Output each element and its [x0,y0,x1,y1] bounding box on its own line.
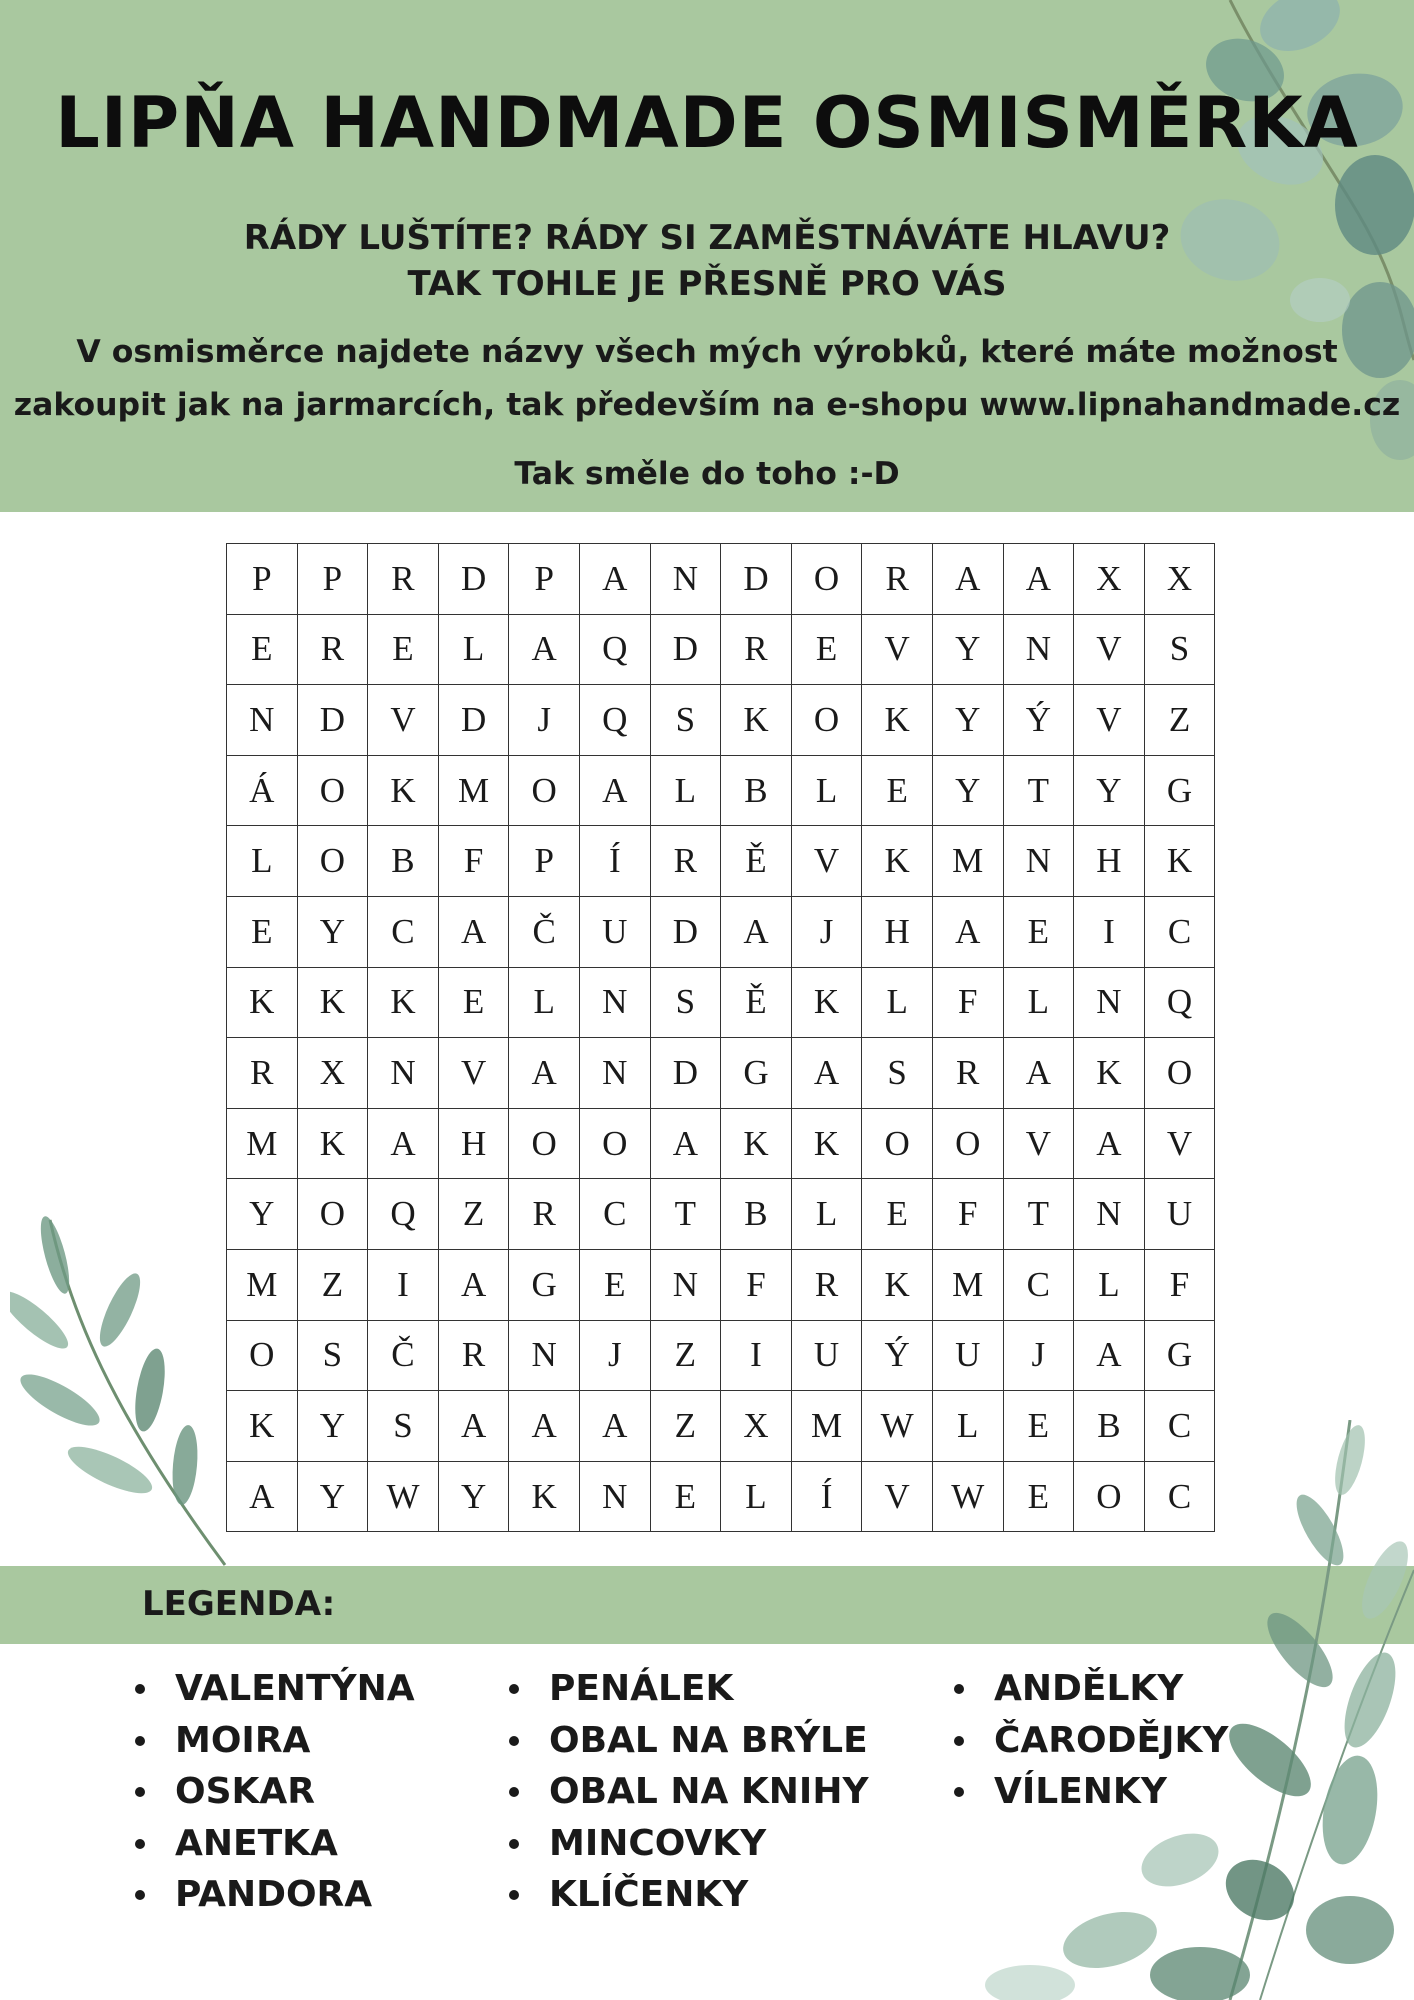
grid-row [227,755,1215,826]
grid-cell[interactable]: O [297,1179,368,1250]
grid-cell[interactable]: L [509,967,580,1038]
grid-cell[interactable]: A [932,544,1003,615]
grid-cell[interactable]: F [932,967,1003,1038]
grid-cell[interactable]: R [438,1320,509,1391]
grid-cell[interactable]: G [721,1038,792,1109]
legend-item: OBAL NA BRÝLE [509,1715,869,1767]
grid-cell[interactable]: R [721,614,792,685]
grid-cell[interactable]: E [368,614,439,685]
grid-cell[interactable]: A [1074,1320,1145,1391]
grid-cell[interactable]: E [1003,896,1074,967]
legend-item: VÍLENKY [954,1766,1228,1818]
page-title: LIPŇA HANDMADE OSMISMĚRKA [55,82,1359,164]
grid-cell[interactable]: A [438,896,509,967]
grid-row [227,1038,1215,1109]
grid-cell[interactable]: E [862,1179,933,1250]
grid-cell[interactable]: A [579,544,650,615]
bullet-icon [135,1890,145,1900]
grid-cell[interactable]: V [368,685,439,756]
call-to-action: Tak směle do toho :-D [514,456,900,492]
grid-cell[interactable]: W [368,1461,439,1532]
grid-cell[interactable]: A [227,1461,298,1532]
grid-cell[interactable]: L [932,1391,1003,1462]
grid-cell[interactable]: L [862,967,933,1038]
grid-cell[interactable]: D [438,544,509,615]
grid-cell[interactable]: F [932,1179,1003,1250]
grid-row [227,896,1215,967]
grid-cell[interactable]: N [1074,967,1145,1038]
bullet-icon [135,1839,145,1849]
grid-cell[interactable]: Q [368,1179,439,1250]
grid-cell[interactable]: Z [438,1179,509,1250]
grid-cell[interactable]: K [368,755,439,826]
grid-cell[interactable]: X [297,1038,368,1109]
grid-row [227,1108,1215,1179]
grid-cell[interactable]: A [579,1391,650,1462]
grid-cell[interactable]: M [791,1391,862,1462]
legend-item: PENÁLEK [509,1663,869,1715]
grid-cell[interactable]: R [509,1179,580,1250]
grid-cell[interactable]: Ý [862,1320,933,1391]
legend-item: ANETKA [135,1818,415,1870]
grid-row [227,1320,1215,1391]
grid-cell[interactable]: A [791,1038,862,1109]
grid-cell[interactable]: O [791,685,862,756]
grid-cell[interactable]: J [1003,1320,1074,1391]
grid-cell[interactable]: K [297,1108,368,1179]
grid-cell[interactable]: G [1144,755,1215,826]
grid-cell[interactable]: N [368,1038,439,1109]
grid-cell[interactable]: N [650,1249,721,1320]
grid-cell[interactable]: V [1003,1108,1074,1179]
grid-cell[interactable]: S [1144,614,1215,685]
grid-cell[interactable]: N [227,685,298,756]
grid-cell[interactable]: O [227,1320,298,1391]
grid-cell[interactable]: R [932,1038,1003,1109]
grid-cell[interactable]: S [650,685,721,756]
grid-cell[interactable]: R [650,826,721,897]
grid-cell[interactable]: F [438,826,509,897]
grid-cell[interactable]: D [438,685,509,756]
bullet-icon [509,1684,519,1694]
grid-cell[interactable]: N [1074,1179,1145,1250]
grid-cell[interactable]: S [862,1038,933,1109]
grid-cell[interactable]: K [509,1461,580,1532]
grid-cell[interactable]: O [297,826,368,897]
grid-cell[interactable]: K [791,967,862,1038]
grid-cell[interactable]: D [297,685,368,756]
grid-cell[interactable]: E [791,614,862,685]
grid-cell[interactable]: Č [509,896,580,967]
grid-cell[interactable]: Q [579,685,650,756]
grid-cell[interactable]: K [862,826,933,897]
grid-cell[interactable]: K [297,967,368,1038]
grid-cell[interactable]: Y [297,1391,368,1462]
grid-cell[interactable]: E [1003,1391,1074,1462]
grid-cell[interactable]: K [721,1108,792,1179]
grid-cell[interactable]: X [721,1391,792,1462]
grid-cell[interactable]: N [579,967,650,1038]
grid-cell[interactable]: P [227,544,298,615]
grid-cell[interactable]: O [791,544,862,615]
grid-cell[interactable]: N [509,1320,580,1391]
intro-line-2: zakoupit jak na jarmarcích, tak především na e-shopu www.lipnahandmade.cz [13,387,1401,423]
grid-cell[interactable]: E [579,1249,650,1320]
grid-cell[interactable]: W [932,1461,1003,1532]
grid-cell[interactable]: P [509,544,580,615]
grid-cell[interactable]: M [932,1249,1003,1320]
grid-cell[interactable]: F [721,1249,792,1320]
grid-row [227,826,1215,897]
grid-cell[interactable]: L [438,614,509,685]
foliage-bottom-right-icon [930,1420,1414,2000]
grid-cell[interactable]: E [227,896,298,967]
grid-cell[interactable]: M [438,755,509,826]
grid-row [227,614,1215,685]
grid-cell[interactable]: E [438,967,509,1038]
grid-cell[interactable]: P [297,544,368,615]
grid-cell[interactable]: O [297,755,368,826]
grid-cell[interactable]: Z [650,1320,721,1391]
grid-cell[interactable]: X [1144,544,1215,615]
grid-cell[interactable]: H [862,896,933,967]
grid-cell[interactable]: A [438,1249,509,1320]
subtitle-line-1: RÁDY LUŠTÍTE? RÁDY SI ZAMĚSTNÁVÁTE HLAVU? [243,218,1171,258]
grid-cell[interactable]: L [791,1179,862,1250]
grid-cell[interactable]: D [650,1038,721,1109]
grid-cell[interactable]: C [1144,1391,1215,1462]
grid-cell[interactable]: M [227,1249,298,1320]
grid-cell[interactable]: M [227,1108,298,1179]
grid-cell[interactable]: U [579,896,650,967]
legend-item: VALENTÝNA [135,1663,415,1715]
legend-item: MOIRA [135,1715,415,1767]
grid-cell[interactable]: N [579,1038,650,1109]
grid-cell[interactable]: C [368,896,439,967]
grid-cell[interactable]: O [509,755,580,826]
grid-cell[interactable]: A [1003,1038,1074,1109]
grid-cell[interactable]: A [368,1108,439,1179]
grid-cell[interactable]: T [650,1179,721,1250]
legend-item: PANDORA [135,1869,415,1921]
grid-cell[interactable]: Y [297,1461,368,1532]
grid-cell[interactable]: N [650,544,721,615]
grid-cell[interactable]: A [721,896,792,967]
grid-cell[interactable]: B [721,1179,792,1250]
grid-cell[interactable]: J [509,685,580,756]
grid-cell[interactable]: R [297,614,368,685]
intro-line-1: V osmisměrce najdete názvy všech mých výrobků, které máte možnost [76,334,1338,370]
grid-cell[interactable]: Y [932,685,1003,756]
grid-cell[interactable]: L [721,1461,792,1532]
grid-cell[interactable]: G [509,1249,580,1320]
grid-cell[interactable]: A [579,755,650,826]
grid-cell[interactable]: F [1144,1249,1215,1320]
grid-cell[interactable]: Ý [1003,685,1074,756]
grid-cell[interactable]: Z [650,1391,721,1462]
grid-cell[interactable]: W [862,1391,933,1462]
grid-cell[interactable]: E [227,614,298,685]
grid-cell[interactable]: C [1144,1461,1215,1532]
grid-cell[interactable]: A [1074,1108,1145,1179]
grid-cell[interactable]: V [1074,614,1145,685]
grid-cell[interactable]: O [1144,1038,1215,1109]
grid-row [227,1249,1215,1320]
legend-item: MINCOVKY [509,1818,869,1870]
grid-cell[interactable]: L [227,826,298,897]
grid-cell[interactable]: H [1074,826,1145,897]
legend-item: OSKAR [135,1766,415,1818]
grid-cell[interactable]: B [721,755,792,826]
bullet-icon [135,1684,145,1694]
grid-cell[interactable]: Y [1074,755,1145,826]
grid-cell[interactable]: B [368,826,439,897]
grid-cell[interactable]: E [1003,1461,1074,1532]
grid-cell[interactable]: M [932,826,1003,897]
legend-column-1 [135,1663,415,1921]
grid-cell[interactable]: A [509,1391,580,1462]
grid-cell[interactable]: A [650,1108,721,1179]
grid-cell[interactable]: X [1074,544,1145,615]
bullet-icon [509,1839,519,1849]
grid-cell[interactable]: Ě [721,967,792,1038]
grid-cell[interactable]: S [650,967,721,1038]
grid-cell[interactable]: K [721,685,792,756]
leaf-branch-left-icon [10,1210,230,1570]
grid-cell[interactable]: I [368,1249,439,1320]
grid-cell[interactable]: Y [438,1461,509,1532]
grid-cell[interactable]: R [227,1038,298,1109]
grid-cell[interactable]: S [368,1391,439,1462]
grid-cell[interactable]: B [1074,1391,1145,1462]
grid-cell[interactable]: I [721,1320,792,1391]
grid-cell[interactable]: Q [1144,967,1215,1038]
grid-cell[interactable]: U [932,1320,1003,1391]
word-search-grid [226,543,1215,1532]
bullet-icon [509,1736,519,1746]
grid-cell[interactable]: K [227,967,298,1038]
grid-cell[interactable]: E [862,755,933,826]
grid-cell[interactable]: R [862,544,933,615]
grid-cell[interactable]: Á [227,755,298,826]
grid-cell[interactable]: Y [932,755,1003,826]
grid-cell[interactable]: A [438,1391,509,1462]
grid-cell[interactable]: V [862,614,933,685]
grid-cell[interactable]: O [932,1108,1003,1179]
grid-cell[interactable]: L [791,755,862,826]
grid-cell[interactable]: C [1003,1249,1074,1320]
grid-cell[interactable]: D [650,614,721,685]
grid-cell[interactable]: N [1003,826,1074,897]
grid-cell[interactable]: D [721,544,792,615]
grid-cell[interactable]: Z [297,1249,368,1320]
grid-row [227,544,1215,615]
grid-cell[interactable]: Y [297,896,368,967]
grid-row [227,685,1215,756]
grid-cell[interactable]: K [791,1108,862,1179]
grid-cell[interactable]: K [227,1391,298,1462]
grid-cell[interactable]: N [579,1461,650,1532]
grid-cell[interactable]: I [1074,896,1145,967]
grid-cell[interactable]: O [1074,1461,1145,1532]
grid-cell[interactable]: T [1003,1179,1074,1250]
grid-cell[interactable]: Y [932,614,1003,685]
grid-cell[interactable]: A [509,614,580,685]
grid-cell[interactable]: K [862,685,933,756]
grid-cell[interactable]: S [297,1320,368,1391]
grid-cell[interactable]: H [438,1108,509,1179]
legend-title: LEGENDA: [142,1584,336,1624]
grid-cell[interactable]: J [579,1320,650,1391]
grid-cell[interactable]: V [1144,1108,1215,1179]
grid-cell[interactable]: K [1074,1038,1145,1109]
legend-column-2 [509,1663,869,1921]
grid-cell[interactable]: C [1144,896,1215,967]
grid-cell[interactable]: E [650,1461,721,1532]
grid-cell[interactable]: T [1003,755,1074,826]
grid-cell[interactable]: K [1144,826,1215,897]
grid-cell[interactable]: A [932,896,1003,967]
grid-cell[interactable]: V [438,1038,509,1109]
grid-cell[interactable]: Q [579,614,650,685]
grid-cell[interactable]: L [1003,967,1074,1038]
grid-cell[interactable]: V [862,1461,933,1532]
grid-cell[interactable]: O [579,1108,650,1179]
grid-row [227,967,1215,1038]
legend-item: KLÍČENKY [509,1869,869,1921]
grid-cell[interactable]: K [862,1249,933,1320]
grid-cell[interactable]: Y [227,1179,298,1250]
grid-cell[interactable]: A [509,1038,580,1109]
legend-item: OBAL NA KNIHY [509,1766,869,1818]
grid-cell[interactable]: Í [791,1461,862,1532]
grid-cell[interactable]: A [1003,544,1074,615]
legend-item: ANDĚLKY [954,1663,1228,1715]
grid-cell[interactable]: L [650,755,721,826]
grid-cell[interactable]: U [791,1320,862,1391]
grid-cell[interactable]: V [791,826,862,897]
grid-cell[interactable]: C [579,1179,650,1250]
grid-cell[interactable]: Z [1144,685,1215,756]
grid-cell[interactable]: V [1074,685,1145,756]
grid-cell[interactable]: L [1074,1249,1145,1320]
grid-cell[interactable]: Ě [721,826,792,897]
grid-cell[interactable]: D [650,896,721,967]
grid-cell[interactable]: R [791,1249,862,1320]
bullet-icon [135,1787,145,1797]
bullet-icon [509,1890,519,1900]
grid-cell[interactable]: K [368,967,439,1038]
grid-cell[interactable]: N [1003,614,1074,685]
grid-cell[interactable]: Č [368,1320,439,1391]
grid-cell[interactable]: J [791,896,862,967]
grid-cell[interactable]: G [1144,1320,1215,1391]
bullet-icon [509,1787,519,1797]
grid-row [227,1179,1215,1250]
grid-cell[interactable]: O [862,1108,933,1179]
grid-cell[interactable]: Í [579,826,650,897]
bullet-icon [135,1736,145,1746]
legend-item: ČARODĚJKY [954,1715,1228,1767]
grid-cell[interactable]: U [1144,1179,1215,1250]
grid-cell[interactable]: O [509,1108,580,1179]
grid-cell[interactable]: R [368,544,439,615]
grid-cell[interactable]: P [509,826,580,897]
subtitle-line-2: TAK TOHLE JE PŘESNĚ PRO VÁS [407,264,1007,304]
